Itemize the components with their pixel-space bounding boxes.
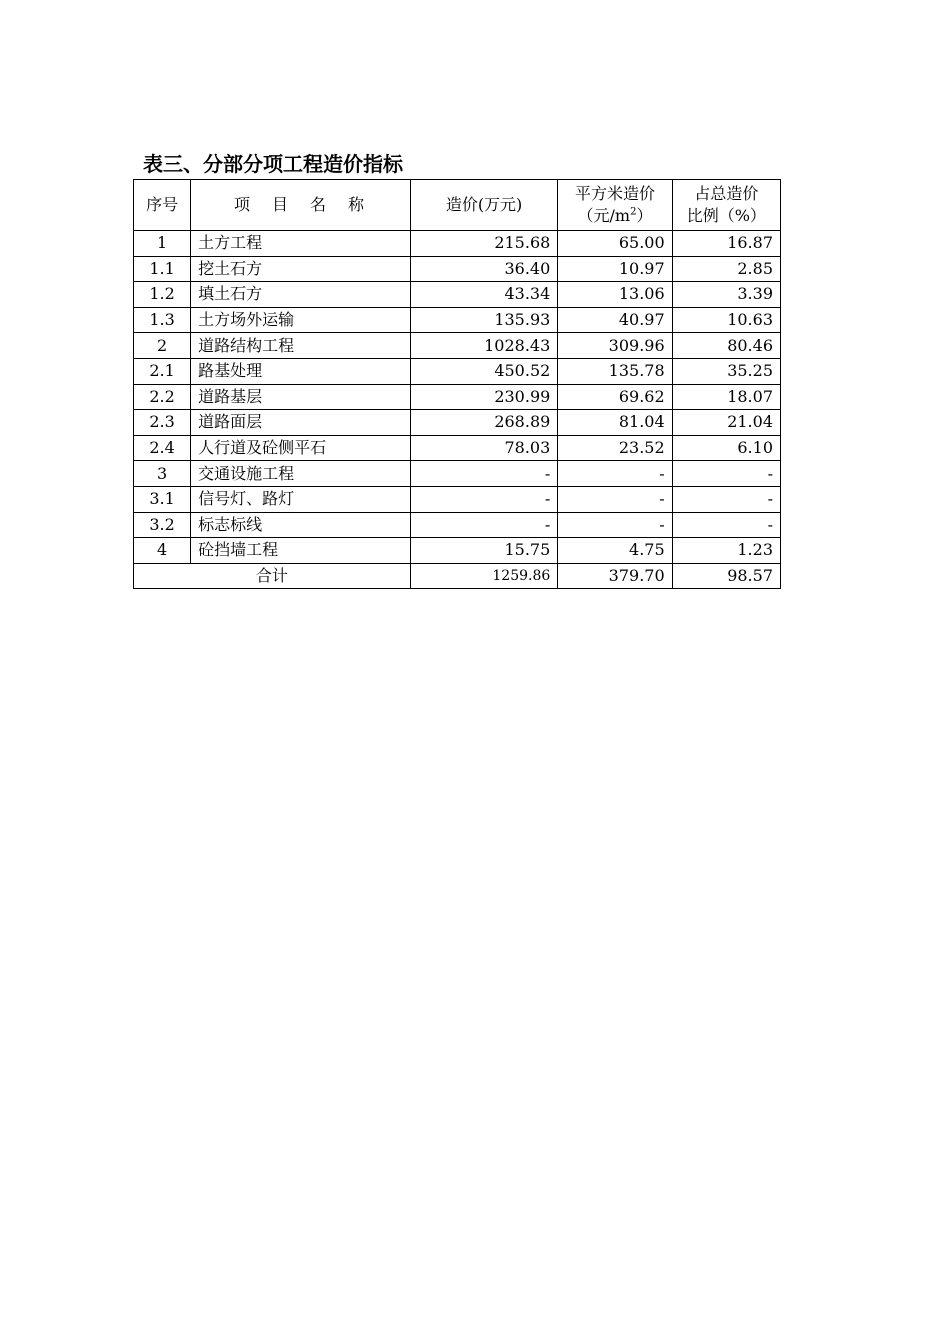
header-per-sqm-unit-suffix: ） xyxy=(636,206,653,225)
cell-cost: 135.93 xyxy=(410,307,557,333)
cell-name: 信号灯、路灯 xyxy=(191,486,411,512)
header-ratio-line1: 占总造价 xyxy=(694,184,759,203)
cell-name: 交通设施工程 xyxy=(191,461,411,487)
cell-ratio: 2.85 xyxy=(672,256,780,282)
cost-index-table xyxy=(133,179,781,589)
cell-name: 道路结构工程 xyxy=(191,333,411,359)
table-title: 表三、分部分项工程造价指标 xyxy=(143,152,403,176)
table-header-row xyxy=(134,180,781,231)
cell-name: 路基处理 xyxy=(191,358,411,384)
cell-cost: 268.89 xyxy=(410,410,557,436)
header-per-sqm-unit-sup: 2 xyxy=(630,206,637,218)
table-row xyxy=(134,384,781,410)
cell-seq: 1.2 xyxy=(134,282,191,308)
cell-cost: - xyxy=(410,461,557,487)
cell-per-sqm: 81.04 xyxy=(558,410,672,436)
header-ratio-line2: 比例（%） xyxy=(686,206,766,225)
table-row xyxy=(134,538,781,564)
header-ratio xyxy=(672,180,780,231)
cell-per-sqm: - xyxy=(558,461,672,487)
cell-ratio: 6.10 xyxy=(672,435,780,461)
cell-ratio: - xyxy=(672,486,780,512)
table-row xyxy=(134,307,781,333)
cell-seq: 1 xyxy=(134,231,191,257)
cell-seq: 2.1 xyxy=(134,358,191,384)
cell-ratio: 35.25 xyxy=(672,358,780,384)
header-per-sqm-line2 xyxy=(562,205,667,227)
cell-name: 填土石方 xyxy=(191,282,411,308)
header-seq: 序号 xyxy=(134,180,191,231)
cell-name: 土方工程 xyxy=(191,231,411,257)
cell-per-sqm: 4.75 xyxy=(558,538,672,564)
cell-ratio: 10.63 xyxy=(672,307,780,333)
cell-ratio: 16.87 xyxy=(672,231,780,257)
cell-cost: 15.75 xyxy=(410,538,557,564)
table-row xyxy=(134,410,781,436)
header-per-sqm-unit-prefix: （元/m xyxy=(577,206,631,225)
cell-seq: 2.4 xyxy=(134,435,191,461)
cell-seq: 4 xyxy=(134,538,191,564)
table-row xyxy=(134,512,781,538)
cell-name: 标志标线 xyxy=(191,512,411,538)
header-per-sqm-line1: 平方米造价 xyxy=(574,184,655,203)
cell-per-sqm: 69.62 xyxy=(558,384,672,410)
cell-per-sqm: 13.06 xyxy=(558,282,672,308)
table-row xyxy=(134,358,781,384)
cell-per-sqm: - xyxy=(558,512,672,538)
table-row xyxy=(134,435,781,461)
cell-seq: 1.3 xyxy=(134,307,191,333)
cell-per-sqm: - xyxy=(558,486,672,512)
cell-cost: 215.68 xyxy=(410,231,557,257)
cell-name: 砼挡墙工程 xyxy=(191,538,411,564)
cell-ratio: 18.07 xyxy=(672,384,780,410)
cell-cost: 78.03 xyxy=(410,435,557,461)
cell-ratio: 3.39 xyxy=(672,282,780,308)
cell-cost: - xyxy=(410,512,557,538)
cell-cost: - xyxy=(410,486,557,512)
cell-ratio: 80.46 xyxy=(672,333,780,359)
header-name: 项 目 名 称 xyxy=(191,180,411,231)
cell-name: 道路面层 xyxy=(191,410,411,436)
cell-ratio: - xyxy=(672,461,780,487)
cell-ratio: 21.04 xyxy=(672,410,780,436)
cell-name: 道路基层 xyxy=(191,384,411,410)
cell-seq: 2 xyxy=(134,333,191,359)
cell-seq: 3.2 xyxy=(134,512,191,538)
table-row xyxy=(134,231,781,257)
cell-name: 土方场外运输 xyxy=(191,307,411,333)
cell-per-sqm: 23.52 xyxy=(558,435,672,461)
table-row xyxy=(134,282,781,308)
header-per-sqm xyxy=(558,180,672,231)
table-row xyxy=(134,333,781,359)
cell-cost: 43.34 xyxy=(410,282,557,308)
cell-per-sqm: 10.97 xyxy=(558,256,672,282)
cell-seq: 2.3 xyxy=(134,410,191,436)
cell-seq: 3.1 xyxy=(134,486,191,512)
cell-name: 人行道及砼侧平石 xyxy=(191,435,411,461)
cell-seq: 3 xyxy=(134,461,191,487)
cell-ratio: 1.23 xyxy=(672,538,780,564)
cell-total-cost: 1259.86 xyxy=(410,563,557,589)
table-total-row xyxy=(134,563,781,589)
cell-total-per-sqm: 379.70 xyxy=(558,563,672,589)
cell-per-sqm: 309.96 xyxy=(558,333,672,359)
cell-name: 挖土石方 xyxy=(191,256,411,282)
cell-cost: 230.99 xyxy=(410,384,557,410)
cell-per-sqm: 65.00 xyxy=(558,231,672,257)
cell-seq: 2.2 xyxy=(134,384,191,410)
cell-ratio: - xyxy=(672,512,780,538)
cell-total-label: 合计 xyxy=(134,563,411,589)
cell-seq: 1.1 xyxy=(134,256,191,282)
table-row xyxy=(134,256,781,282)
cell-cost: 36.40 xyxy=(410,256,557,282)
cell-cost: 450.52 xyxy=(410,358,557,384)
cell-total-ratio: 98.57 xyxy=(672,563,780,589)
header-cost: 造价(万元) xyxy=(410,180,557,231)
cell-cost: 1028.43 xyxy=(410,333,557,359)
table-row xyxy=(134,461,781,487)
cell-per-sqm: 40.97 xyxy=(558,307,672,333)
cell-per-sqm: 135.78 xyxy=(558,358,672,384)
table-row xyxy=(134,486,781,512)
